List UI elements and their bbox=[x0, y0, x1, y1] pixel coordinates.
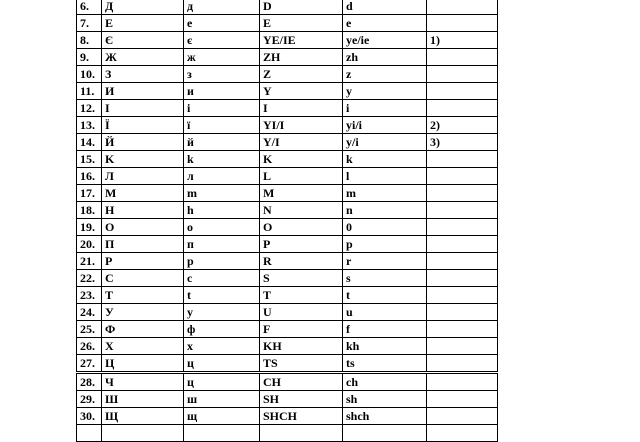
cyrillic-uppercase-cell: Ш bbox=[102, 391, 184, 408]
cyrillic-lowercase-cell: ж bbox=[184, 49, 260, 66]
cyrillic-lowercase-cell: е bbox=[184, 15, 260, 32]
empty-cell bbox=[260, 425, 343, 442]
cyrillic-uppercase-cell: Е bbox=[102, 15, 184, 32]
table-row bbox=[77, 236, 498, 253]
latin-uppercase-cell: CH bbox=[260, 373, 343, 391]
latin-lowercase-cell: shch bbox=[343, 408, 427, 425]
row-number-cell: 15. bbox=[77, 151, 102, 168]
table-row bbox=[77, 151, 498, 168]
table-body bbox=[77, 0, 498, 442]
cyrillic-uppercase-cell: Ф bbox=[102, 321, 184, 338]
note-cell bbox=[427, 338, 498, 355]
cyrillic-lowercase-cell: о bbox=[184, 219, 260, 236]
cyrillic-uppercase-cell: Н bbox=[102, 202, 184, 219]
latin-lowercase-cell: t bbox=[343, 287, 427, 304]
row-number-cell: 18. bbox=[77, 202, 102, 219]
latin-uppercase-cell: KH bbox=[260, 338, 343, 355]
table-row bbox=[77, 185, 498, 202]
latin-uppercase-cell: I bbox=[260, 100, 343, 117]
cyrillic-lowercase-cell: д bbox=[184, 0, 260, 15]
cyrillic-uppercase-cell: З bbox=[102, 66, 184, 83]
table-row bbox=[77, 270, 498, 287]
cyrillic-lowercase-cell: й bbox=[184, 134, 260, 151]
latin-uppercase-cell: N bbox=[260, 202, 343, 219]
row-number-cell: 21. bbox=[77, 253, 102, 270]
cyrillic-lowercase-cell: t bbox=[184, 287, 260, 304]
latin-lowercase-cell: p bbox=[343, 236, 427, 253]
table-row bbox=[77, 66, 498, 83]
latin-lowercase-cell: l bbox=[343, 168, 427, 185]
row-number-cell: 24. bbox=[77, 304, 102, 321]
latin-uppercase-cell: Y/I bbox=[260, 134, 343, 151]
cyrillic-lowercase-cell: у bbox=[184, 304, 260, 321]
table-row bbox=[77, 168, 498, 185]
cyrillic-lowercase-cell: k bbox=[184, 151, 260, 168]
cyrillic-uppercase-cell: Ж bbox=[102, 49, 184, 66]
row-number-cell: 19. bbox=[77, 219, 102, 236]
cyrillic-uppercase-cell: Й bbox=[102, 134, 184, 151]
row-number-cell: 11. bbox=[77, 83, 102, 100]
cyrillic-uppercase-cell: І bbox=[102, 100, 184, 117]
latin-lowercase-cell: s bbox=[343, 270, 427, 287]
row-number-cell: 9. bbox=[77, 49, 102, 66]
note-cell bbox=[427, 236, 498, 253]
note-cell: 3) bbox=[427, 134, 498, 151]
note-cell bbox=[427, 66, 498, 83]
cyrillic-uppercase-cell: K bbox=[102, 151, 184, 168]
note-cell bbox=[427, 202, 498, 219]
cyrillic-uppercase-cell: Р bbox=[102, 253, 184, 270]
table-row bbox=[77, 391, 498, 408]
cyrillic-uppercase-cell: Є bbox=[102, 32, 184, 49]
latin-lowercase-cell: y/i bbox=[343, 134, 427, 151]
cyrillic-lowercase-cell: ц bbox=[184, 355, 260, 373]
cyrillic-uppercase-cell: M bbox=[102, 185, 184, 202]
latin-lowercase-cell: kh bbox=[343, 338, 427, 355]
row-number-cell: 20. bbox=[77, 236, 102, 253]
row-number-cell: 28. bbox=[77, 373, 102, 391]
note-cell bbox=[427, 373, 498, 391]
cyrillic-uppercase-cell: Ч bbox=[102, 373, 184, 391]
latin-uppercase-cell: P bbox=[260, 236, 343, 253]
row-number-cell: 29. bbox=[77, 391, 102, 408]
cyrillic-lowercase-cell: і bbox=[184, 100, 260, 117]
table-row bbox=[77, 49, 498, 66]
note-cell bbox=[427, 253, 498, 270]
latin-lowercase-cell: ch bbox=[343, 373, 427, 391]
row-number-cell: 23. bbox=[77, 287, 102, 304]
cyrillic-uppercase-cell: П bbox=[102, 236, 184, 253]
row-number-cell: 8. bbox=[77, 32, 102, 49]
cyrillic-uppercase-cell: С bbox=[102, 270, 184, 287]
table-row bbox=[77, 304, 498, 321]
table-row bbox=[77, 202, 498, 219]
cyrillic-lowercase-cell: х bbox=[184, 338, 260, 355]
table-row bbox=[77, 355, 498, 373]
cyrillic-lowercase-cell: щ bbox=[184, 408, 260, 425]
latin-uppercase-cell: Y bbox=[260, 83, 343, 100]
latin-lowercase-cell: ts bbox=[343, 355, 427, 373]
latin-lowercase-cell: d bbox=[343, 0, 427, 15]
note-cell bbox=[427, 185, 498, 202]
cyrillic-uppercase-cell: Ї bbox=[102, 117, 184, 134]
table-row bbox=[77, 287, 498, 304]
note-cell bbox=[427, 304, 498, 321]
cyrillic-uppercase-cell: И bbox=[102, 83, 184, 100]
latin-uppercase-cell: K bbox=[260, 151, 343, 168]
note-cell bbox=[427, 270, 498, 287]
latin-uppercase-cell: E bbox=[260, 15, 343, 32]
latin-lowercase-cell: u bbox=[343, 304, 427, 321]
cyrillic-lowercase-cell: с bbox=[184, 270, 260, 287]
row-number-cell: 14. bbox=[77, 134, 102, 151]
latin-uppercase-cell: ZH bbox=[260, 49, 343, 66]
empty-cell bbox=[77, 425, 102, 442]
table-row bbox=[77, 219, 498, 236]
cyrillic-uppercase-cell: Т bbox=[102, 287, 184, 304]
table-row bbox=[77, 338, 498, 355]
latin-lowercase-cell: i bbox=[343, 100, 427, 117]
row-number-cell: 13. bbox=[77, 117, 102, 134]
latin-uppercase-cell: SH bbox=[260, 391, 343, 408]
table-row bbox=[77, 32, 498, 49]
latin-uppercase-cell: S bbox=[260, 270, 343, 287]
latin-lowercase-cell: zh bbox=[343, 49, 427, 66]
latin-lowercase-cell: y bbox=[343, 83, 427, 100]
note-cell bbox=[427, 0, 498, 15]
latin-uppercase-cell: T bbox=[260, 287, 343, 304]
row-number-cell: 22. bbox=[77, 270, 102, 287]
latin-uppercase-cell: SHCH bbox=[260, 408, 343, 425]
latin-uppercase-cell: O bbox=[260, 219, 343, 236]
cyrillic-lowercase-cell: п bbox=[184, 236, 260, 253]
cyrillic-uppercase-cell: Д bbox=[102, 0, 184, 15]
latin-lowercase-cell: k bbox=[343, 151, 427, 168]
latin-uppercase-cell: U bbox=[260, 304, 343, 321]
latin-lowercase-cell: yi/i bbox=[343, 117, 427, 134]
table-row bbox=[77, 373, 498, 391]
table-row bbox=[77, 408, 498, 425]
latin-lowercase-cell: 0 bbox=[343, 219, 427, 236]
empty-cell bbox=[184, 425, 260, 442]
note-cell bbox=[427, 49, 498, 66]
transliteration-table bbox=[76, 0, 498, 442]
latin-lowercase-cell: f bbox=[343, 321, 427, 338]
note-cell: 1) bbox=[427, 32, 498, 49]
row-number-cell: 26. bbox=[77, 338, 102, 355]
latin-uppercase-cell: TS bbox=[260, 355, 343, 373]
cyrillic-uppercase-cell: У bbox=[102, 304, 184, 321]
latin-lowercase-cell: z bbox=[343, 66, 427, 83]
latin-uppercase-cell: D bbox=[260, 0, 343, 15]
cyrillic-lowercase-cell: є bbox=[184, 32, 260, 49]
row-number-cell: 16. bbox=[77, 168, 102, 185]
cyrillic-uppercase-cell: Х bbox=[102, 338, 184, 355]
note-cell bbox=[427, 321, 498, 338]
cyrillic-lowercase-cell: ш bbox=[184, 391, 260, 408]
note-cell: 2) bbox=[427, 117, 498, 134]
cyrillic-lowercase-cell: ф bbox=[184, 321, 260, 338]
row-number-cell: 17. bbox=[77, 185, 102, 202]
latin-uppercase-cell: Z bbox=[260, 66, 343, 83]
latin-uppercase-cell: YI/I bbox=[260, 117, 343, 134]
latin-lowercase-cell: e bbox=[343, 15, 427, 32]
cyrillic-lowercase-cell: ц bbox=[184, 373, 260, 391]
note-cell bbox=[427, 287, 498, 304]
table-row bbox=[77, 321, 498, 338]
latin-uppercase-cell: L bbox=[260, 168, 343, 185]
latin-uppercase-cell: M bbox=[260, 185, 343, 202]
table-row bbox=[77, 253, 498, 270]
note-cell bbox=[427, 355, 498, 373]
cyrillic-lowercase-cell: h bbox=[184, 202, 260, 219]
note-cell bbox=[427, 408, 498, 425]
row-number-cell: 27. bbox=[77, 355, 102, 373]
cyrillic-uppercase-cell: Ц bbox=[102, 355, 184, 373]
cyrillic-lowercase-cell: ї bbox=[184, 117, 260, 134]
cyrillic-uppercase-cell: Л bbox=[102, 168, 184, 185]
table-row bbox=[77, 0, 498, 15]
note-cell bbox=[427, 219, 498, 236]
table-row bbox=[77, 100, 498, 117]
latin-lowercase-cell: n bbox=[343, 202, 427, 219]
note-cell bbox=[427, 151, 498, 168]
latin-lowercase-cell: sh bbox=[343, 391, 427, 408]
cyrillic-uppercase-cell: О bbox=[102, 219, 184, 236]
table-row bbox=[77, 83, 498, 100]
row-number-cell: 25. bbox=[77, 321, 102, 338]
row-number-cell: 7. bbox=[77, 15, 102, 32]
latin-lowercase-cell: m bbox=[343, 185, 427, 202]
cyrillic-lowercase-cell: m bbox=[184, 185, 260, 202]
table-row bbox=[77, 15, 498, 32]
cyrillic-lowercase-cell: л bbox=[184, 168, 260, 185]
table-row bbox=[77, 117, 498, 134]
empty-cell bbox=[343, 425, 427, 442]
note-cell bbox=[427, 168, 498, 185]
empty-cell bbox=[102, 425, 184, 442]
row-number-cell: 10. bbox=[77, 66, 102, 83]
latin-lowercase-cell: r bbox=[343, 253, 427, 270]
latin-uppercase-cell: YE/IE bbox=[260, 32, 343, 49]
cyrillic-uppercase-cell: Щ bbox=[102, 408, 184, 425]
table-row-cutoff bbox=[77, 425, 498, 442]
cyrillic-lowercase-cell: р bbox=[184, 253, 260, 270]
cyrillic-lowercase-cell: и bbox=[184, 83, 260, 100]
cyrillic-lowercase-cell: з bbox=[184, 66, 260, 83]
row-number-cell: 6. bbox=[77, 0, 102, 15]
latin-uppercase-cell: R bbox=[260, 253, 343, 270]
latin-uppercase-cell: F bbox=[260, 321, 343, 338]
note-cell bbox=[427, 100, 498, 117]
note-cell bbox=[427, 83, 498, 100]
row-number-cell: 12. bbox=[77, 100, 102, 117]
note-cell bbox=[427, 391, 498, 408]
empty-cell bbox=[427, 425, 498, 442]
table-row bbox=[77, 134, 498, 151]
latin-lowercase-cell: ye/ie bbox=[343, 32, 427, 49]
note-cell bbox=[427, 15, 498, 32]
row-number-cell: 30. bbox=[77, 408, 102, 425]
